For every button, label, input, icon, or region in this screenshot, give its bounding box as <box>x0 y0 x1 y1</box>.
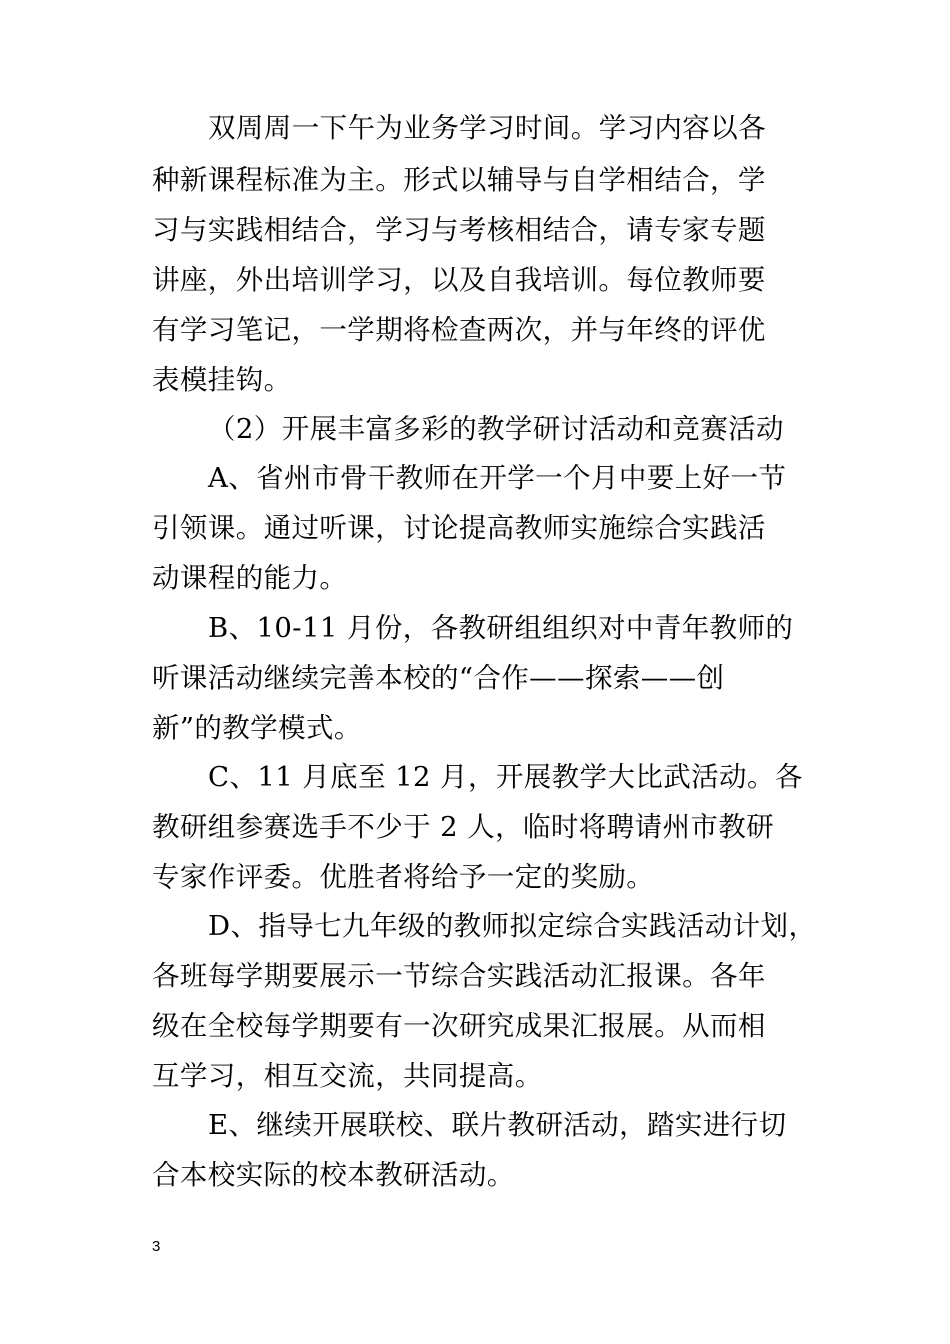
text-line: 互学习，相互交流，共同提高。 <box>152 1060 543 1092</box>
text-line: 动课程的能力。 <box>152 562 348 594</box>
text-line: 专家作评委。优胜者将给予一定的奖励。 <box>152 861 655 893</box>
text-line: 种新课程标准为主。形式以辅导与自学相结合，学 <box>152 164 766 196</box>
text-line: 有学习笔记，一学期将检查两次，并与年终的评优 <box>152 314 766 346</box>
text-line: 各班每学期要展示一节综合实践活动汇报课。各年 <box>152 960 766 992</box>
text-line: B、10-11 月份，各教研组组织对中青年教师的 <box>208 612 794 644</box>
text-line: E、继续开展联校、联片教研活动，踏实进行切 <box>208 1109 787 1141</box>
text-line: C、11 月底至 12 月，开展教学大比武活动。各 <box>208 761 803 793</box>
text-line: 双周周一下午为业务学习时间。学习内容以各 <box>208 112 766 144</box>
page-number: 3 <box>152 1238 161 1255</box>
text-line: 级在全校每学期要有一次研究成果汇报展。从而相 <box>152 1010 766 1042</box>
text-line: 习与实践相结合，学习与考核相结合，请专家专题 <box>152 214 766 246</box>
text-line: 引领课。通过听课，讨论提高教师实施综合实践活 <box>152 512 766 544</box>
text-line: D、指导七九年级的教师拟定综合实践活动计划， <box>208 910 817 942</box>
text-line: 表模挂钩。 <box>152 364 292 396</box>
text-line: 新”的教学模式。 <box>152 712 362 744</box>
text-line: 教研组参赛选手不少于 2 人，临时将聘请州市教研 <box>152 811 775 843</box>
text-line: 合本校实际的校本教研活动。 <box>152 1159 515 1191</box>
text-line: 听课活动继续完善本校的“合作——探索——创 <box>152 662 725 694</box>
text-line: 讲座，外出培训学习，以及自我培训。每位教师要 <box>152 264 766 296</box>
section-heading: （2）开展丰富多彩的教学研讨活动和竞赛活动 <box>208 413 784 445</box>
text-line: A、省州市骨干教师在开学一个月中要上好一节 <box>208 462 787 494</box>
